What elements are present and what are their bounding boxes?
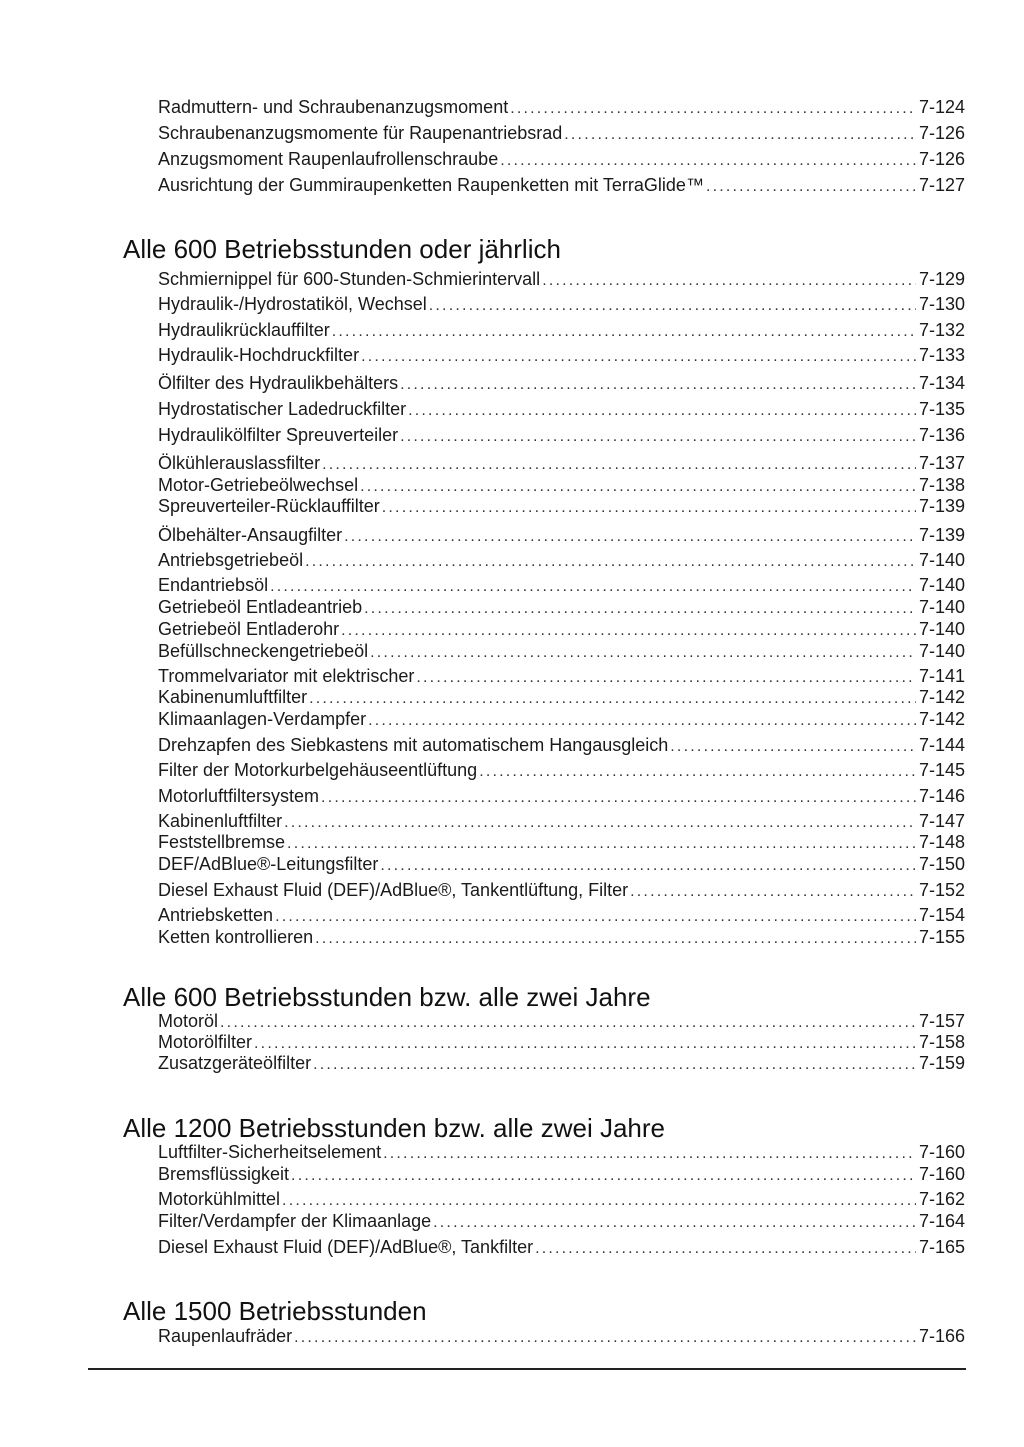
toc-entry-title: Raupenlaufräder [158,1326,293,1346]
toc-entry-page: 7-126 [918,149,965,169]
dot-leader [368,710,916,732]
dot-leader [564,124,916,146]
toc-entry-page: 7-142 [918,709,965,729]
dot-leader [275,906,916,928]
dot-leader [479,761,916,783]
toc-entry-title: Kabinenumluftfilter [158,687,308,707]
toc-entry[interactable] [158,904,965,928]
dot-leader [344,526,916,548]
dot-leader [382,497,916,519]
toc-entry-title: Zusatzgeräteölfilter [158,1053,312,1073]
toc-entry[interactable] [158,1236,965,1260]
toc-entry-title: Feststellbremse [158,832,286,852]
dot-leader [510,98,916,120]
toc-entry-page: 7-159 [918,1053,965,1073]
toc-entry-page: 7-152 [918,880,965,900]
dot-leader [270,576,916,598]
toc-entry-page: 7-140 [918,575,965,595]
toc-entry-title: Motorluftfiltersystem [158,786,320,806]
toc-entry-title: Luftfilter-Sicherheitselement [158,1142,382,1162]
dot-leader [630,881,916,903]
toc-entry-page: 7-124 [918,97,965,117]
toc-entry[interactable] [158,174,965,198]
toc-entry-page: 7-139 [918,525,965,545]
toc-entry[interactable] [158,1210,965,1234]
toc-entry-title: Kabinenluftfilter [158,811,283,831]
dot-leader [706,176,916,198]
toc-entry-title: Hydraulikölfilter Spreuverteiler [158,425,399,445]
toc-entry-title: Motorkühlmittel [158,1189,281,1209]
toc-entry-page: 7-138 [918,475,965,495]
toc-entry-page: 7-126 [918,123,965,143]
section-heading: Alle 600 Betriebsstunden bzw. alle zwei Jahre [123,982,651,1012]
dot-leader [332,321,916,343]
toc-entry-page: 7-137 [918,453,965,473]
toc-entry[interactable] [158,596,965,620]
toc-entry-title: Endantriebsöl [158,575,269,595]
dot-leader [305,551,916,573]
dot-leader [400,426,916,448]
toc-entry-title: Antriebsketten [158,905,274,925]
toc-entry-title: Schraubenanzugsmomente für Raupenantriebsrad [158,123,563,143]
toc-entry[interactable] [158,96,965,120]
toc-entry[interactable] [158,424,965,448]
toc-entry[interactable] [158,734,965,758]
toc-entry[interactable] [158,319,965,343]
toc-entry-title: Hydraulik-/Hydrostatiköl, Wechsel [158,294,427,314]
toc-entry-page: 7-134 [918,373,965,393]
toc-entry[interactable] [158,686,965,710]
toc-entry-title: Befüllschneckengetriebeöl [158,641,369,661]
toc-entry[interactable] [158,1052,965,1076]
dot-leader [383,1143,916,1165]
dot-leader [500,150,916,172]
toc-entry[interactable] [158,495,965,519]
toc-entry-title: Filter/Verdampfer der Klimaanlage [158,1211,432,1231]
dot-leader [408,400,916,422]
toc-entry-title: Anzugsmoment Raupenlaufrollenschraube [158,149,499,169]
toc-entry-title: Spreuverteiler-Rücklauffilter [158,496,380,516]
toc-entry-title: Diesel Exhaust Fluid (DEF)/AdBlue®, Tankentlüftung, Filter [158,880,629,900]
toc-entry-title: Ölfilter des Hydraulikbehälters [158,373,399,393]
toc-entry-title: DEF/AdBlue®-Leitungsfilter [158,854,379,874]
dot-leader [433,1212,916,1234]
toc-entry-title: Motoröl [158,1011,219,1031]
toc-entry-page: 7-158 [918,1032,965,1052]
toc-entry-page: 7-146 [918,786,965,806]
toc-entry-title: Filter der Motorkurbelgehäuseentlüftung [158,760,478,780]
toc-entry-page: 7-132 [918,320,965,340]
toc-entry[interactable] [158,926,965,950]
toc-entry[interactable] [158,122,965,146]
toc-entry-title: Schmiernippel für 600-Stunden-Schmierintervall [158,269,541,289]
toc-entry-page: 7-145 [918,760,965,780]
toc-entry[interactable] [158,1188,965,1212]
dot-leader [309,688,916,710]
toc-entry-page: 7-147 [918,811,965,831]
dot-leader [670,736,916,758]
toc-entry[interactable] [158,293,965,317]
toc-entry[interactable] [158,452,965,476]
toc-entry-title: Drehzapfen des Siebkastens mit automatischem Hangausgleich [158,735,669,755]
toc-entry-title: Hydrostatischer Ladedruckfilter [158,399,407,419]
toc-entry[interactable] [158,372,965,396]
toc-entry[interactable] [158,1141,965,1165]
toc-entry[interactable] [158,853,965,877]
toc-entry-page: 7-140 [918,619,965,639]
toc-entry-page: 7-127 [918,175,965,195]
dot-leader [361,346,916,368]
toc-entry[interactable] [158,549,965,573]
toc-entry[interactable] [158,148,965,172]
toc-entry[interactable] [158,785,965,809]
toc-entry[interactable] [158,879,965,903]
toc-entry-page: 7-157 [918,1011,965,1031]
toc-entry[interactable] [158,759,965,783]
toc-entry[interactable] [158,640,965,664]
toc-entry-page: 7-133 [918,345,965,365]
toc-entry-page: 7-140 [918,597,965,617]
dot-leader [313,1054,916,1076]
toc-entry-page: 7-162 [918,1189,965,1209]
toc-entry-title: Getriebeöl Entladeantrieb [158,597,363,617]
toc-entry-page: 7-140 [918,641,965,661]
toc-entry-title: Klimaanlagen-Verdampfer [158,709,367,729]
dot-leader [400,374,916,396]
dot-leader [282,1190,916,1212]
toc-entry-page: 7-166 [918,1326,965,1346]
section-heading: Alle 1500 Betriebsstunden [123,1296,427,1326]
toc-entry-title: Hydraulik-Hochdruckfilter [158,345,360,365]
toc-entry-title: Bremsflüssigkeit [158,1164,290,1184]
toc-entry-page: 7-129 [918,269,965,289]
toc-entry-page: 7-160 [918,1164,965,1184]
footer-rule [88,1368,966,1370]
toc-entry-title: Trommelvariator mit elektrischer [158,666,415,686]
toc-entry-title: Getriebeöl Entladerohr [158,619,340,639]
toc-entry-page: 7-148 [918,832,965,852]
toc-entry[interactable] [158,831,965,855]
toc-entry-title: Ausrichtung der Gummiraupenketten Raupenketten mit TerraGlide™ [158,175,704,195]
toc-entry-page: 7-165 [918,1237,965,1257]
toc-entry-title: Hydraulikrücklauffilter [158,320,330,340]
toc-entry-title: Diesel Exhaust Fluid (DEF)/AdBlue®, Tankfilter [158,1237,534,1257]
toc-entry-page: 7-139 [918,496,965,516]
dot-leader [294,1327,916,1349]
toc-entry-title: Ölbehälter-Ansaugfilter [158,525,343,545]
toc-entry-page: 7-140 [918,550,965,570]
toc-entry-page: 7-130 [918,294,965,314]
toc-entry-title: Motorölfilter [158,1032,253,1052]
toc-entry[interactable] [158,574,965,598]
toc-entry-title: Motor-Getriebeölwechsel [158,475,359,495]
toc-entry-page: 7-144 [918,735,965,755]
toc-entry[interactable] [158,1325,965,1349]
toc-entry-page: 7-136 [918,425,965,445]
dot-leader [535,1238,916,1260]
toc-entry-page: 7-155 [918,927,965,947]
toc-entry-page: 7-154 [918,905,965,925]
dot-leader [291,1165,916,1187]
toc-entry-page: 7-135 [918,399,965,419]
dot-leader [380,855,916,877]
toc-entry[interactable] [158,268,965,292]
toc-entry-title: Antriebsgetriebeöl [158,550,304,570]
dot-leader [429,295,916,317]
toc-entry[interactable] [158,708,965,732]
dot-leader [341,620,916,642]
toc-entry-page: 7-142 [918,687,965,707]
toc-entry[interactable] [158,524,965,548]
section-heading: Alle 1200 Betriebsstunden bzw. alle zwei Jahre [123,1113,665,1143]
toc-entry-page: 7-160 [918,1142,965,1162]
toc-entry-title: Radmuttern- und Schraubenanzugsmoment [158,97,509,117]
dot-leader [542,270,916,292]
toc-entry-page: 7-164 [918,1211,965,1231]
dot-leader [287,833,916,855]
toc-entry[interactable] [158,1163,965,1187]
toc-entry-title: Ketten kontrollieren [158,927,314,947]
section-heading: Alle 600 Betriebsstunden oder jährlich [123,234,561,264]
toc-entry[interactable] [158,618,965,642]
dot-leader [364,598,916,620]
toc-entry-page: 7-150 [918,854,965,874]
dot-leader [322,454,916,476]
toc-entry-page: 7-141 [918,666,965,686]
dot-leader [321,787,916,809]
dot-leader [370,642,916,664]
toc-entry[interactable] [158,398,965,422]
toc-entry[interactable] [158,344,965,368]
toc-entry-title: Ölkühlerauslassfilter [158,453,321,473]
dot-leader [315,928,916,950]
